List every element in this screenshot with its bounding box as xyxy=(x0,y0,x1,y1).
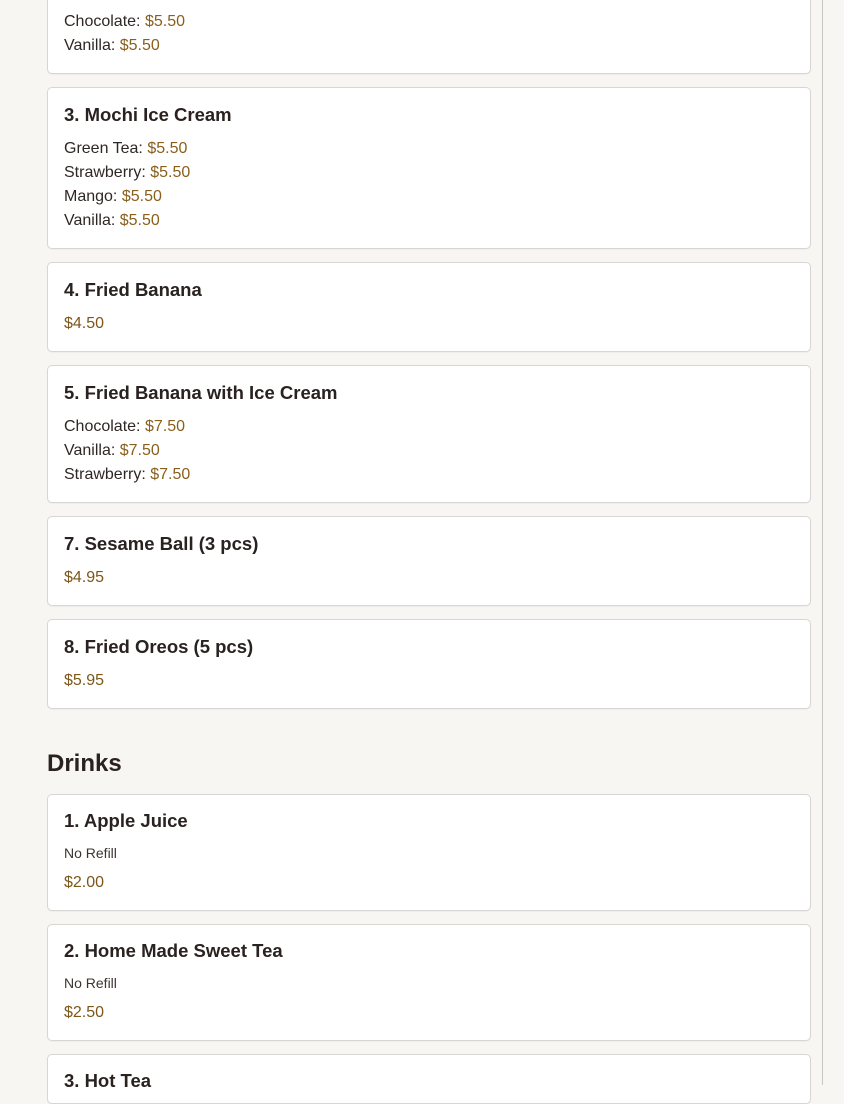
drink-refill-note: No Refill xyxy=(64,845,117,861)
option-row xyxy=(64,161,190,185)
option-label: Chocolate: xyxy=(64,418,141,435)
drink-item-title: 3. Hot Tea xyxy=(64,1070,152,1091)
option-price: $5.50 xyxy=(119,37,160,54)
option-label: Strawberry: xyxy=(64,164,146,181)
menu-item-card xyxy=(47,516,811,606)
option-label: Vanilla: xyxy=(64,212,116,229)
option-label: Strawberry: xyxy=(64,466,146,483)
option-row xyxy=(64,463,190,487)
option-label: Green Tea: xyxy=(64,140,143,157)
drink-refill-note: No Refill xyxy=(64,975,117,991)
menu-item-card xyxy=(47,619,811,709)
menu-item-card-partial xyxy=(47,0,811,74)
option-price: $7.50 xyxy=(144,418,185,435)
drink-item-title: 1. Apple Juice xyxy=(64,810,188,831)
option-row xyxy=(64,185,190,209)
option-price: $5.50 xyxy=(147,140,188,157)
option-list xyxy=(64,415,190,487)
option-price: $5.50 xyxy=(121,188,162,205)
option-label: Mango: xyxy=(64,188,118,205)
menu-item-card xyxy=(47,365,811,503)
drink-item-price: $2.50 xyxy=(64,1004,105,1021)
option-row xyxy=(64,415,190,439)
option-price: $5.50 xyxy=(119,212,160,229)
option-list xyxy=(64,10,185,58)
option-row xyxy=(64,10,185,34)
option-row xyxy=(64,137,190,161)
drink-item-card xyxy=(47,924,811,1041)
drink-item-price: $2.00 xyxy=(64,874,105,891)
menu-item-title: 8. Fried Oreos (5 pcs) xyxy=(64,636,254,657)
option-row xyxy=(64,34,185,58)
menu-item-card xyxy=(47,262,811,352)
option-price: $7.50 xyxy=(119,442,160,459)
menu-item-title: 3. Mochi Ice Cream xyxy=(64,104,232,125)
option-label: Chocolate: xyxy=(64,13,141,30)
option-label: Vanilla: xyxy=(64,442,116,459)
option-price: $5.50 xyxy=(144,13,185,30)
menu-item-price: $5.95 xyxy=(64,672,105,689)
menu-item-title: 4. Fried Banana xyxy=(64,279,202,300)
menu-item-title: 7. Sesame Ball (3 pcs) xyxy=(64,533,259,554)
option-row xyxy=(64,209,190,233)
option-label: Vanilla: xyxy=(64,37,116,54)
option-price: $5.50 xyxy=(150,164,191,181)
menu-item-price: $4.50 xyxy=(64,315,105,332)
option-row xyxy=(64,439,190,463)
drink-item-title: 2. Home Made Sweet Tea xyxy=(64,940,283,961)
menu-item-title: 5. Fried Banana with Ice Cream xyxy=(64,382,338,403)
menu-item-price: $4.95 xyxy=(64,569,105,586)
section-heading-drinks: Drinks xyxy=(47,750,122,777)
drink-item-card xyxy=(47,794,811,911)
option-list xyxy=(64,137,190,233)
drink-item-card-partial xyxy=(47,1054,811,1104)
option-price: $7.50 xyxy=(150,466,191,483)
menu-item-card xyxy=(47,87,811,249)
